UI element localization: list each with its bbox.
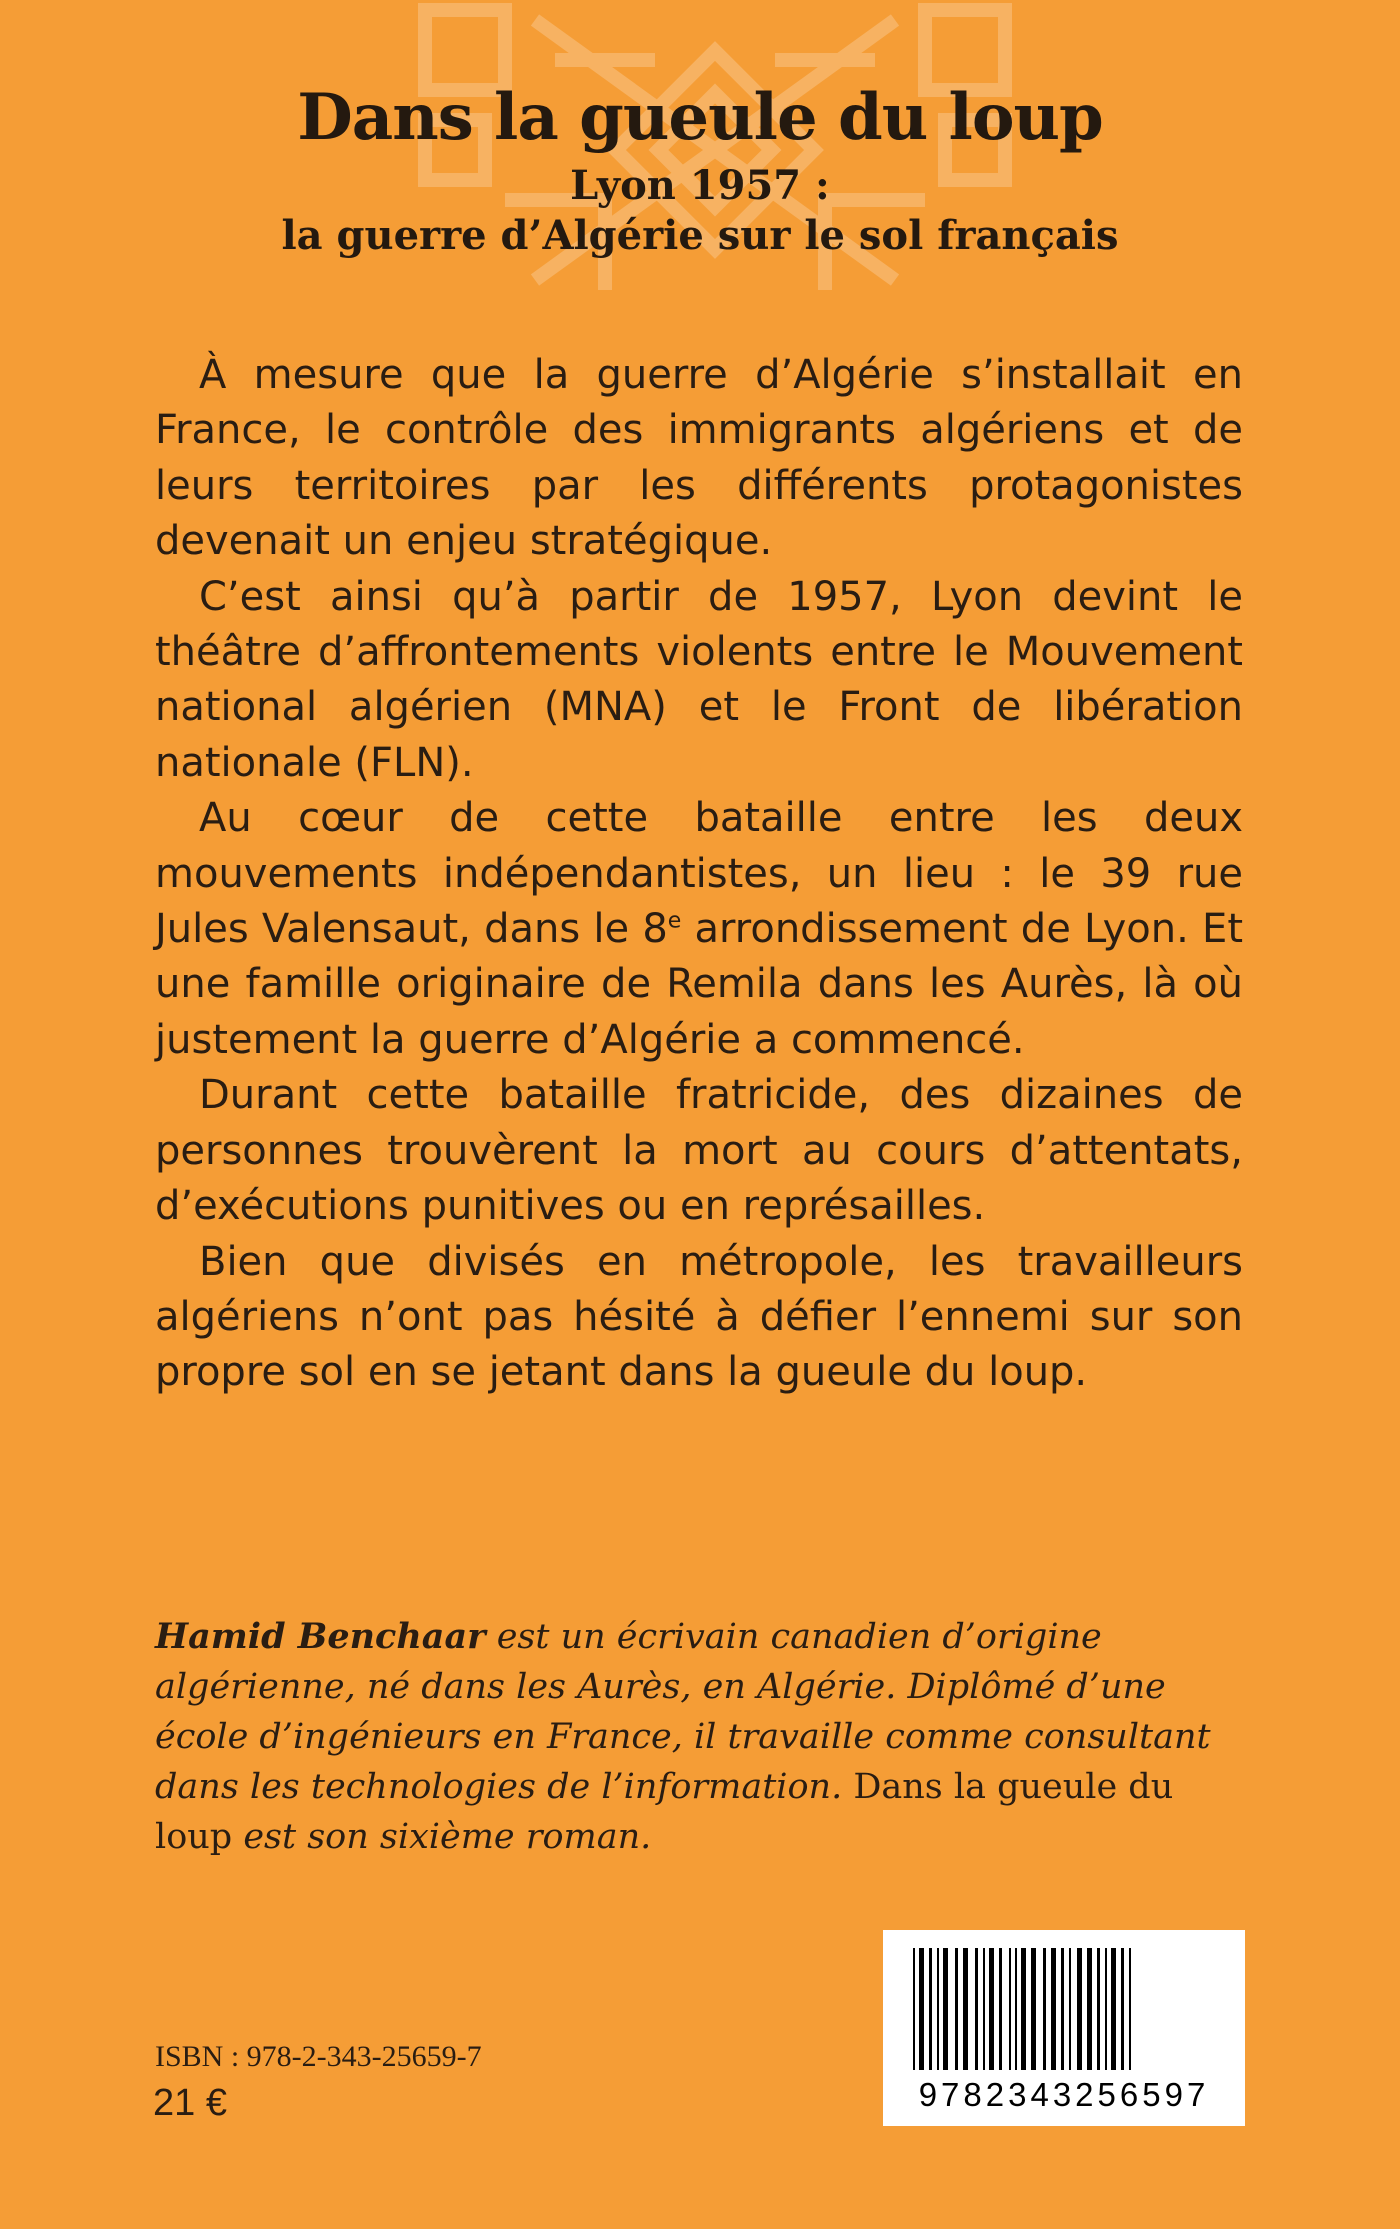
- author-bio: [155, 1612, 1255, 1862]
- barcode-bars: [883, 1930, 1245, 2080]
- barcode-digits: 9782343256597: [918, 2076, 1210, 2113]
- barcode-bar: [913, 1948, 915, 2070]
- barcode-bar: [1061, 1948, 1064, 2070]
- summary-paragraph-3-start: Au cœur de cette bataille entre les deux mouvements indépendantistes, un lieu : le 39 rue Jules Valensaut, dans le 8: [155, 795, 1243, 953]
- barcode-bar: [975, 1948, 978, 2070]
- price: 21 €: [153, 2082, 227, 2124]
- author-bio-text: est un écrivain canadien d’origine algérienne, né dans les Aurès, en Algérie. Diplômé d’une école d’ingénieurs en France, il travaille comme consultant dans les technologies de l’information.: [155, 1617, 1211, 1807]
- back-cover-summary: [155, 348, 1243, 1401]
- barcode-bar: [929, 1948, 932, 2070]
- author-book-title: Dans la gueule du loup: [155, 1767, 1174, 1857]
- book-title: Dans la gueule du loup: [297, 80, 1103, 155]
- summary-paragraph-1: À mesure que la guerre d’Algérie s’installait en France, le contrôle des immigrants algériens et de leurs territoires par les différents protagonistes devenait un enjeu stratégique.: [155, 352, 1243, 565]
- barcode-bar: [983, 1948, 985, 2070]
- summary-paragraph-2: C’est ainsi qu’à partir de 1957, Lyon devint le théâtre d’affrontements violents entre le Mouvement national algérien (MNA) et le Front de libération nationale (FLN).: [155, 573, 1243, 786]
- summary-paragraph-4: Durant cette bataille fratricide, des dizaines de personnes trouvèrent la mort au cours d’attentats, d’exécutions punitives ou en représailles.: [155, 1072, 1243, 1230]
- barcode-bar: [1031, 1948, 1036, 2070]
- barcode-bar: [1121, 1948, 1124, 2070]
- barcode-bar: [1105, 1948, 1107, 2070]
- barcode-bar: [1097, 1948, 1100, 2070]
- summary-paragraph-3-end: arrondissement de Lyon. Et une famille originaire de Remila dans les Aurès, là où justement la guerre d’Algérie a commencé.: [155, 906, 1244, 1063]
- barcode-bar: [1111, 1948, 1116, 2070]
- barcode-bar: [955, 1948, 958, 2070]
- barcode-bar: [1009, 1948, 1011, 2070]
- barcode-bar: [1069, 1948, 1071, 2070]
- barcode: [883, 1930, 1245, 2126]
- barcode-bar: [1077, 1948, 1082, 2070]
- subtitle-line-2: la guerre d’Algérie sur le sol français: [281, 212, 1119, 259]
- ordinal-superscript: e: [667, 908, 682, 934]
- subtitle-line-1: Lyon 1957 :: [570, 162, 830, 209]
- barcode-bar: [999, 1948, 1002, 2070]
- barcode-bar: [943, 1948, 948, 2070]
- barcode-bar: [1015, 1948, 1017, 2070]
- summary-paragraph-3: [155, 791, 1243, 1068]
- isbn: ISBN : 978-2-343-25659-7: [155, 2040, 482, 2073]
- barcode-bar: [919, 1948, 924, 2070]
- barcode-bar: [1129, 1948, 1131, 2070]
- barcode-bar: [1087, 1948, 1092, 2070]
- barcode-bar: [989, 1948, 994, 2070]
- author-name: Hamid Benchaar: [155, 1616, 486, 1657]
- barcode-bar: [937, 1948, 939, 2070]
- barcode-bar: [1043, 1948, 1046, 2070]
- barcode-bar: [1051, 1948, 1056, 2070]
- summary-paragraph-5: Bien que divisés en métropole, les travailleurs algériens n’ont pas hésité à défier l’ennemi sur son propre sol en se jetant dans la gueule du loup.: [155, 1238, 1243, 1396]
- author-bio-end: est son sixième roman.: [232, 1817, 652, 1857]
- barcode-bar: [1021, 1948, 1026, 2070]
- barcode-bar: [963, 1948, 968, 2070]
